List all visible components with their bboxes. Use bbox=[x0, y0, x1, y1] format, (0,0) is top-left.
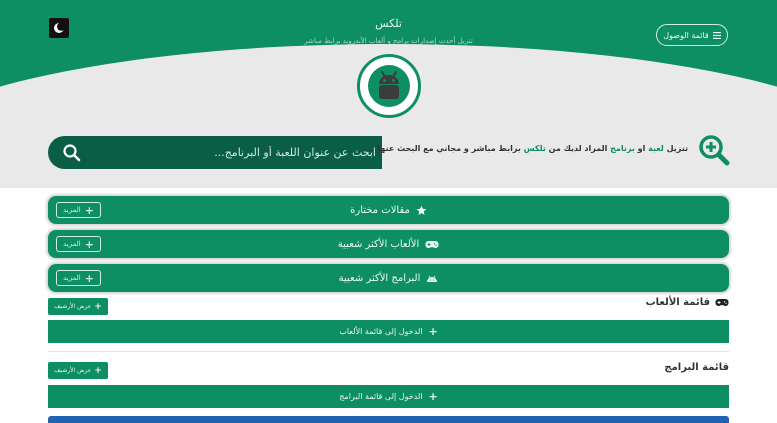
plus-icon: + bbox=[84, 203, 94, 217]
plus-icon: + bbox=[84, 237, 94, 251]
apps-archive-button[interactable] bbox=[48, 362, 108, 379]
games-section-title bbox=[646, 297, 729, 308]
enter-games-list-button[interactable] bbox=[48, 320, 729, 343]
access-menu-label: قائمة الوصول bbox=[663, 30, 709, 40]
desc-text-3: المراد لديك من bbox=[545, 144, 611, 153]
header bbox=[0, 0, 777, 188]
access-menu-button[interactable] bbox=[656, 24, 728, 46]
panel-featured-articles[interactable] bbox=[48, 196, 729, 224]
panel-title bbox=[48, 264, 729, 292]
search-submit-button[interactable] bbox=[62, 143, 82, 163]
search-input[interactable] bbox=[140, 136, 376, 169]
dark-mode-toggle[interactable] bbox=[49, 18, 69, 38]
more-button[interactable] bbox=[56, 202, 101, 218]
panel-title bbox=[48, 230, 729, 258]
plus-icon: + bbox=[84, 271, 94, 285]
apps-section-title bbox=[664, 362, 729, 373]
archive-label: عرض الأرشيف bbox=[54, 367, 92, 374]
android-head-icon bbox=[426, 274, 438, 283]
panel-title-label: مقالات مختارة bbox=[350, 204, 410, 216]
zoom-search-icon-wrap bbox=[698, 134, 730, 166]
star-icon bbox=[416, 205, 427, 216]
site-subtitle: تنزيل أحدث إصدارات برامج و ألعاب الأندرويد برابط مباشر bbox=[304, 37, 473, 45]
site-logo[interactable] bbox=[357, 54, 421, 118]
desc-highlight-site: تلكس bbox=[523, 144, 546, 153]
games-section-label: قائمة الألعاب bbox=[645, 297, 710, 308]
archive-label: عرض الأرشيف bbox=[54, 303, 92, 310]
search-box bbox=[48, 136, 382, 169]
search-icon bbox=[62, 143, 82, 163]
enter-games-label: الدخول إلى قائمة الألعاب bbox=[339, 327, 423, 336]
next-section-bar bbox=[48, 416, 729, 423]
hamburger-icon bbox=[713, 32, 721, 39]
enter-apps-list-button[interactable] bbox=[48, 385, 729, 408]
site-title[interactable]: تلكس bbox=[375, 17, 402, 30]
plus-icon: + bbox=[428, 325, 438, 338]
desc-text-1: تنزيل bbox=[663, 144, 688, 153]
panel-popular-apps[interactable] bbox=[48, 264, 729, 292]
android-icon bbox=[367, 64, 411, 108]
panel-title bbox=[48, 196, 729, 224]
panel-title-label: البرامج الأكثر شعبية bbox=[338, 272, 421, 284]
search-description bbox=[368, 142, 688, 156]
enter-apps-label: الدخول إلى قائمة البرامج bbox=[339, 392, 423, 401]
more-button[interactable] bbox=[56, 236, 101, 252]
more-label: المزيد bbox=[63, 274, 81, 282]
desc-text-4: برابط مباشر و مجاني مع البحث عنها... bbox=[368, 144, 524, 153]
panel-popular-games[interactable] bbox=[48, 230, 729, 258]
games-archive-button[interactable] bbox=[48, 298, 108, 315]
more-label: المزيد bbox=[63, 206, 81, 214]
more-label: المزيد bbox=[63, 240, 81, 248]
apps-section-label: قائمة البرامج bbox=[664, 362, 729, 373]
plus-icon: + bbox=[428, 390, 438, 403]
panel-title-label: الألعاب الأكثر شعبية bbox=[337, 238, 420, 250]
zoom-in-search-icon bbox=[698, 134, 730, 166]
plus-icon: + bbox=[94, 301, 102, 312]
gamepad-icon bbox=[425, 240, 439, 249]
desc-highlight-app: برنامج bbox=[610, 144, 635, 153]
desc-text-2: او bbox=[634, 144, 649, 153]
gamepad-icon bbox=[715, 298, 729, 307]
moon-icon bbox=[53, 22, 65, 34]
section-divider bbox=[48, 351, 729, 352]
desc-highlight-game: لعبة bbox=[648, 144, 664, 153]
more-button[interactable] bbox=[56, 270, 101, 286]
plus-icon: + bbox=[94, 365, 102, 376]
